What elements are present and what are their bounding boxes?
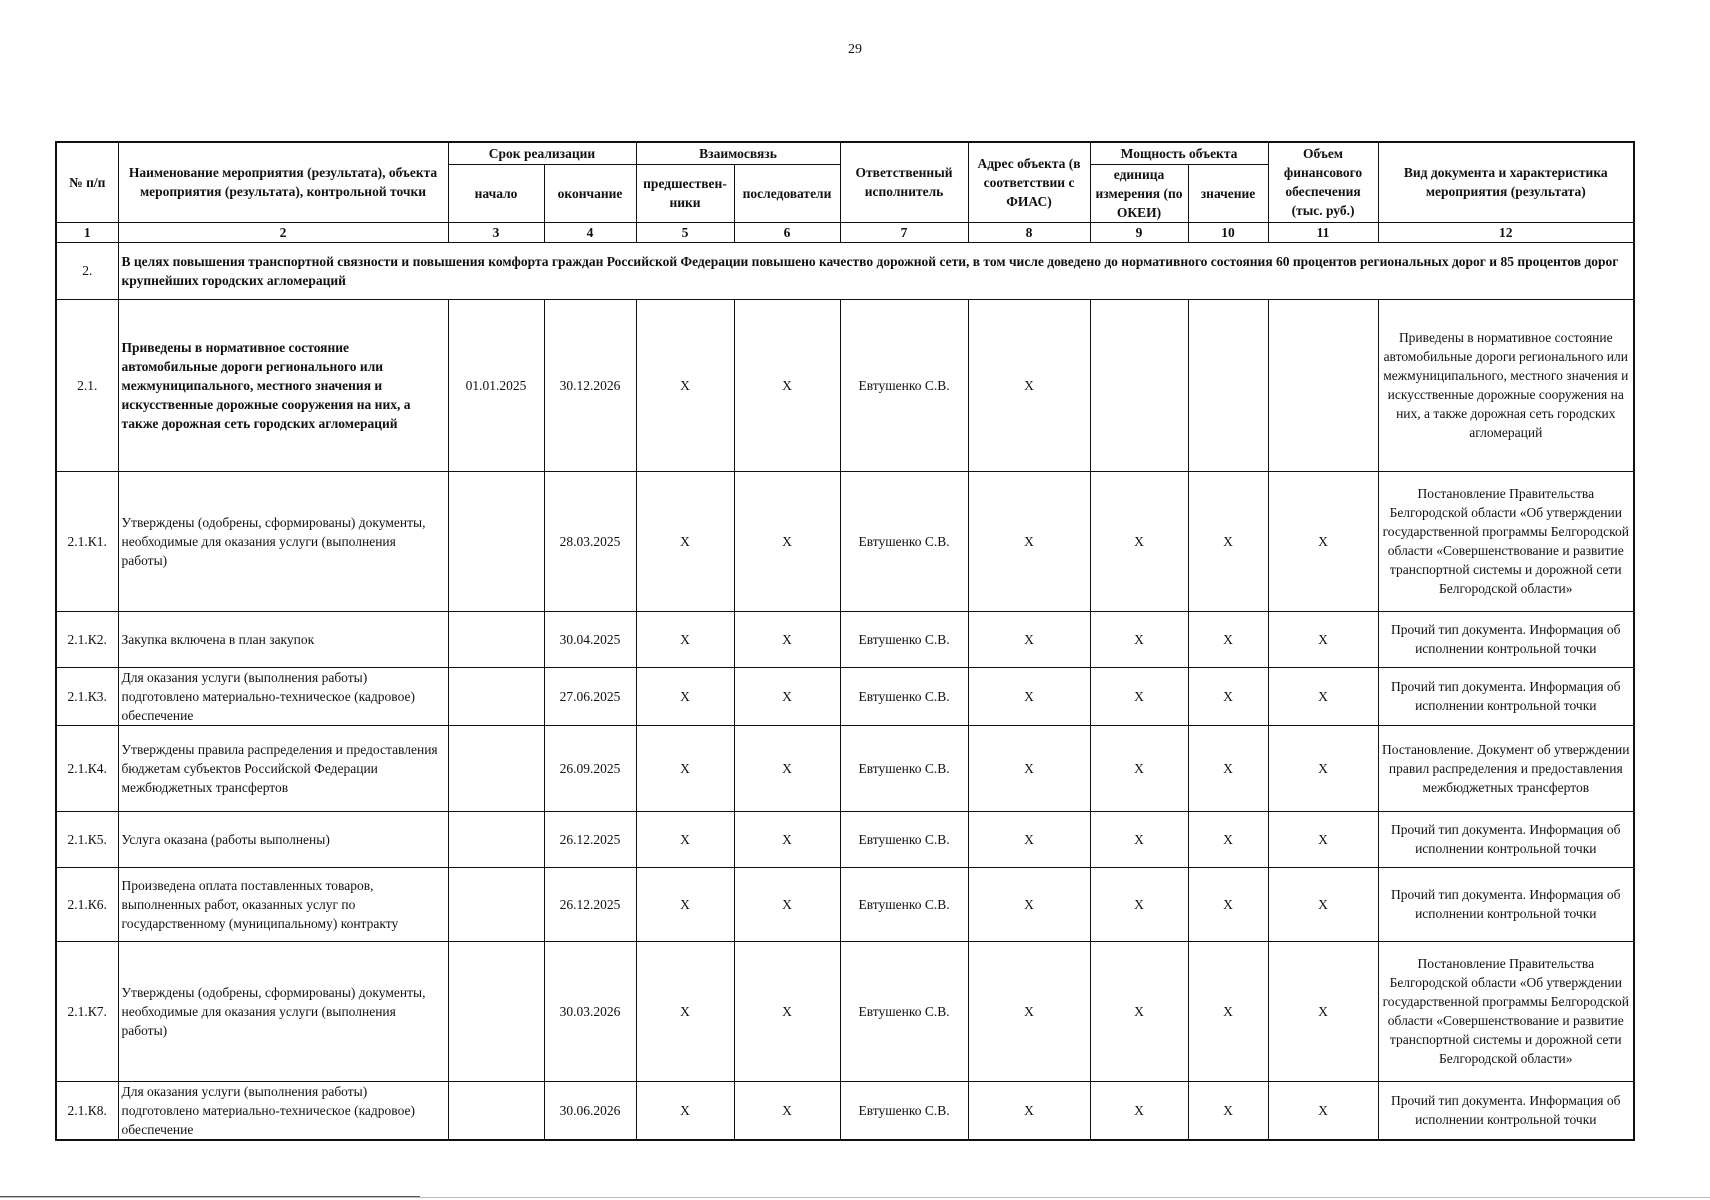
row-responsible: Евтушенко С.В. xyxy=(840,611,968,667)
row-doc: Приведены в нормативное состояние автомобильные дороги регионального или межмуниципального, местного значения и искусственные дорожные сооружения на них, а также дорожная сеть городских агломераций xyxy=(1378,299,1634,471)
row-prev: X xyxy=(636,867,734,941)
row-start xyxy=(448,725,544,811)
row-unit: X xyxy=(1090,1081,1188,1140)
column-number: 2 xyxy=(118,222,448,242)
row-name: Для оказания услуги (выполнения работы) подготовлено материально-техническое (кадровое) обеспечение xyxy=(118,667,448,725)
header-capacity-unit: единица измерения (по ОКЕИ) xyxy=(1090,164,1188,222)
row-finance: X xyxy=(1268,941,1378,1081)
row-name: Закупка включена в план закупок xyxy=(118,611,448,667)
row-responsible: Евтушенко С.В. xyxy=(840,471,968,611)
column-number: 6 xyxy=(734,222,840,242)
column-number: 9 xyxy=(1090,222,1188,242)
table-row xyxy=(56,1081,1634,1140)
row-next: X xyxy=(734,299,840,471)
row-value: X xyxy=(1188,1081,1268,1140)
table-row xyxy=(56,667,1634,725)
section-text: В целях повышения транспортной связности и повышения комфорта граждан Российской Федерации повышено качество дорожной сети, в том числе доведено до нормативного состояния 60 процентов региональных дорог и 85 процентов дорог крупнейших городских агломераций xyxy=(118,242,1634,299)
row-num: 2.1.К1. xyxy=(56,471,118,611)
row-doc: Постановление. Документ об утверждении правил распределения и предоставления межбюджетных трансфертов xyxy=(1378,725,1634,811)
row-address: X xyxy=(968,867,1090,941)
row-next: X xyxy=(734,867,840,941)
table-header xyxy=(56,142,1634,242)
row-next: X xyxy=(734,611,840,667)
row-start xyxy=(448,811,544,867)
column-number: 7 xyxy=(840,222,968,242)
row-unit: X xyxy=(1090,811,1188,867)
row-next: X xyxy=(734,471,840,611)
row-name: Для оказания услуги (выполнения работы) подготовлено материально-техническое (кадровое) обеспечение xyxy=(118,1081,448,1140)
section-row xyxy=(56,242,1634,299)
header-num: № п/п xyxy=(56,142,118,222)
header-term: Срок реализации xyxy=(448,142,636,164)
header-capacity-value: значение xyxy=(1188,164,1268,222)
header-link-prev: предшествен-ники xyxy=(636,164,734,222)
row-address: X xyxy=(968,471,1090,611)
row-value xyxy=(1188,299,1268,471)
header-name: Наименование мероприятия (результата), объекта мероприятия (результата), контрольной точки xyxy=(118,142,448,222)
row-unit: X xyxy=(1090,941,1188,1081)
row-end: 30.12.2026 xyxy=(544,299,636,471)
row-responsible: Евтушенко С.В. xyxy=(840,867,968,941)
row-num: 2.1.К2. xyxy=(56,611,118,667)
row-name: Приведены в нормативное состояние автомобильные дороги регионального или межмуниципального, местного значения и искусственные дорожные сооружения на них, а также дорожная сеть городских агломераций xyxy=(118,299,448,471)
row-value: X xyxy=(1188,867,1268,941)
row-num: 2.1.К5. xyxy=(56,811,118,867)
row-start xyxy=(448,611,544,667)
row-next: X xyxy=(734,941,840,1081)
row-finance: X xyxy=(1268,471,1378,611)
row-unit xyxy=(1090,299,1188,471)
row-num: 2.1.К3. xyxy=(56,667,118,725)
row-responsible: Евтушенко С.В. xyxy=(840,941,968,1081)
column-number: 10 xyxy=(1188,222,1268,242)
header-link: Взаимосвязь xyxy=(636,142,840,164)
row-prev: X xyxy=(636,725,734,811)
row-prev: X xyxy=(636,941,734,1081)
row-prev: X xyxy=(636,667,734,725)
header-address: Адрес объекта (в соответствии с ФИАС) xyxy=(968,142,1090,222)
row-unit: X xyxy=(1090,867,1188,941)
row-value: X xyxy=(1188,725,1268,811)
table-row xyxy=(56,725,1634,811)
row-doc: Постановление Правительства Белгородской области «Об утверждении государственной программы Белгородской области «Совершенствование и развитие транспортной системы и дорожной сети Белгородской области» xyxy=(1378,471,1634,611)
row-start xyxy=(448,667,544,725)
row-end: 27.06.2025 xyxy=(544,667,636,725)
row-value: X xyxy=(1188,471,1268,611)
row-start xyxy=(448,941,544,1081)
row-doc: Прочий тип документа. Информация об исполнении контрольной точки xyxy=(1378,1081,1634,1140)
row-start xyxy=(448,867,544,941)
row-value: X xyxy=(1188,611,1268,667)
row-end: 30.04.2025 xyxy=(544,611,636,667)
row-responsible: Евтушенко С.В. xyxy=(840,299,968,471)
header-term-start: начало xyxy=(448,164,544,222)
column-number: 8 xyxy=(968,222,1090,242)
column-number: 3 xyxy=(448,222,544,242)
row-prev: X xyxy=(636,1081,734,1140)
row-address: X xyxy=(968,299,1090,471)
row-responsible: Евтушенко С.В. xyxy=(840,725,968,811)
row-end: 30.03.2026 xyxy=(544,941,636,1081)
row-next: X xyxy=(734,811,840,867)
row-address: X xyxy=(968,667,1090,725)
row-address: X xyxy=(968,1081,1090,1140)
row-num: 2.1.К4. xyxy=(56,725,118,811)
row-prev: X xyxy=(636,299,734,471)
row-end: 26.09.2025 xyxy=(544,725,636,811)
table-row xyxy=(56,867,1634,941)
row-name: Утверждены (одобрены, сформированы) документы, необходимые для оказания услуги (выполнения работы) xyxy=(118,471,448,611)
row-next: X xyxy=(734,725,840,811)
header-responsible: Ответственный исполнитель xyxy=(840,142,968,222)
row-finance: X xyxy=(1268,811,1378,867)
table-row xyxy=(56,471,1634,611)
row-value: X xyxy=(1188,667,1268,725)
row-end: 26.12.2025 xyxy=(544,811,636,867)
row-end: 28.03.2025 xyxy=(544,471,636,611)
row-prev: X xyxy=(636,471,734,611)
table-row xyxy=(56,941,1634,1081)
row-unit: X xyxy=(1090,725,1188,811)
header-finance: Объем финансового обеспечения (тыс. руб.) xyxy=(1268,142,1378,222)
row-unit: X xyxy=(1090,471,1188,611)
header-term-end: окончание xyxy=(544,164,636,222)
column-numbers-row xyxy=(56,222,1634,242)
row-unit: X xyxy=(1090,611,1188,667)
header-capacity: Мощность объекта xyxy=(1090,142,1268,164)
row-num: 2.1.К6. xyxy=(56,867,118,941)
column-number: 11 xyxy=(1268,222,1378,242)
row-finance: X xyxy=(1268,611,1378,667)
row-name: Утверждены (одобрены, сформированы) документы, необходимые для оказания услуги (выполнения работы) xyxy=(118,941,448,1081)
row-address: X xyxy=(968,611,1090,667)
row-value: X xyxy=(1188,811,1268,867)
row-prev: X xyxy=(636,611,734,667)
row-num: 2.1. xyxy=(56,299,118,471)
table-row xyxy=(56,611,1634,667)
column-number: 12 xyxy=(1378,222,1634,242)
table-row xyxy=(56,811,1634,867)
page-number: 29 xyxy=(848,42,862,57)
header-doc: Вид документа и характеристика мероприятия (результата) xyxy=(1378,142,1634,222)
row-next: X xyxy=(734,667,840,725)
row-doc: Прочий тип документа. Информация об исполнении контрольной точки xyxy=(1378,667,1634,725)
row-end: 30.06.2026 xyxy=(544,1081,636,1140)
row-finance: X xyxy=(1268,725,1378,811)
row-next: X xyxy=(734,1081,840,1140)
row-name: Произведена оплата поставленных товаров, выполненных работ, оказанных услуг по государственному (муниципальному) контракту xyxy=(118,867,448,941)
row-num: 2.1.К8. xyxy=(56,1081,118,1140)
row-responsible: Евтушенко С.В. xyxy=(840,1081,968,1140)
row-name: Утверждены правила распределения и предоставления бюджетам субъектов Российской Федерации межбюджетных трансфертов xyxy=(118,725,448,811)
row-start: 01.01.2025 xyxy=(448,299,544,471)
plan-table xyxy=(55,141,1635,1141)
section-num: 2. xyxy=(56,242,118,299)
row-num: 2.1.К7. xyxy=(56,941,118,1081)
row-unit: X xyxy=(1090,667,1188,725)
row-value: X xyxy=(1188,941,1268,1081)
row-finance xyxy=(1268,299,1378,471)
row-address: X xyxy=(968,941,1090,1081)
row-end: 26.12.2025 xyxy=(544,867,636,941)
row-responsible: Евтушенко С.В. xyxy=(840,811,968,867)
row-name: Услуга оказана (работы выполнены) xyxy=(118,811,448,867)
row-finance: X xyxy=(1268,867,1378,941)
row-prev: X xyxy=(636,811,734,867)
row-start xyxy=(448,1081,544,1140)
column-number: 4 xyxy=(544,222,636,242)
row-finance: X xyxy=(1268,1081,1378,1140)
row-finance: X xyxy=(1268,667,1378,725)
row-start xyxy=(448,471,544,611)
header-link-next: последователи xyxy=(734,164,840,222)
row-responsible: Евтушенко С.В. xyxy=(840,667,968,725)
scan-edge-line xyxy=(0,1197,1710,1198)
row-address: X xyxy=(968,811,1090,867)
column-number: 1 xyxy=(56,222,118,242)
row-doc: Прочий тип документа. Информация об исполнении контрольной точки xyxy=(1378,867,1634,941)
column-number: 5 xyxy=(636,222,734,242)
table-row xyxy=(56,299,1634,471)
row-doc: Прочий тип документа. Информация об исполнении контрольной точки xyxy=(1378,811,1634,867)
row-doc: Прочий тип документа. Информация об исполнении контрольной точки xyxy=(1378,611,1634,667)
row-doc: Постановление Правительства Белгородской области «Об утверждении государственной программы Белгородской области «Совершенствование и развитие транспортной системы и дорожной сети Белгородской области» xyxy=(1378,941,1634,1081)
row-address: X xyxy=(968,725,1090,811)
